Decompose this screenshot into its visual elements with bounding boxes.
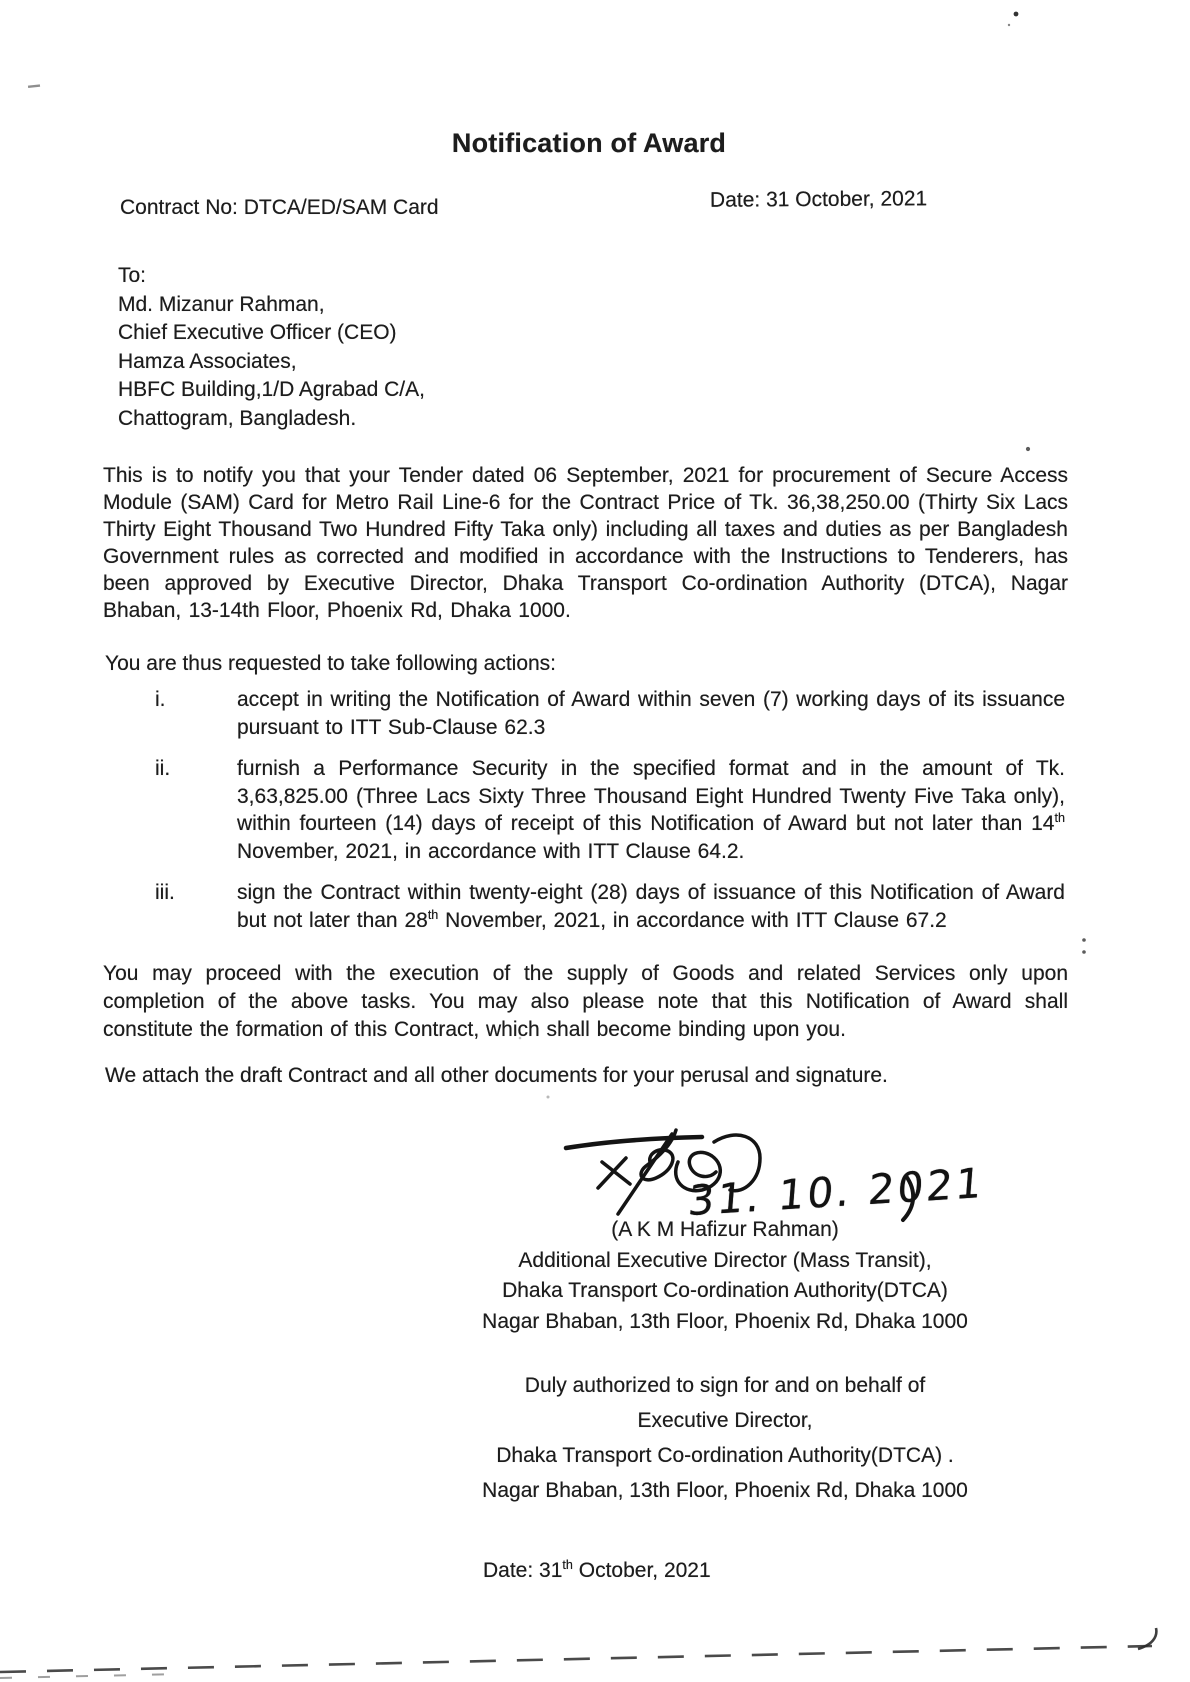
contract-number: Contract No: DTCA/ED/SAM Card	[120, 196, 439, 219]
scan-edge-line	[0, 1628, 1156, 1678]
recipient-line: Md. Mizanur Rahman,	[118, 292, 325, 316]
page-title: Notification of Award	[451, 128, 727, 158]
action-item-ii	[155, 755, 1065, 865]
proceed-paragraph: You may proceed with the execution of the supply of Goods and related Services only upon completion of the above tasks. You may also please note that this Notification of Award shall constitute the formation of this Contract, which shall become binding upon you.	[103, 962, 1068, 1041]
recipient-line: Chattogram, Bangladesh.	[118, 406, 357, 430]
recipient-salutation: To:	[118, 264, 147, 287]
recipient-line: Hamza Associates,	[118, 349, 297, 373]
recipient-line: HBFC Building,1/D Agrabad C/A,	[118, 378, 425, 401]
recipient-block	[118, 262, 425, 433]
signatory-title: Additional Executive Director (Mass Transit),	[518, 1248, 932, 1272]
authorization-line: Duly authorized to sign for and on behalf of	[524, 1374, 926, 1397]
letter-date: Date: 31 October, 2021	[709, 187, 928, 212]
signatory-address: Nagar Bhaban, 13th Floor, Phoenix Rd, Dhaka 1000	[482, 1309, 968, 1333]
authorization-line: Dhaka Transport Co-ordination Authority(DTCA) .	[496, 1444, 954, 1467]
action-item-text: sign the Contract within twenty-eight (28) days of issuance of this Notification of Award but not later than 28th November, 2021, in accordance with ITT Clause 67.2	[237, 881, 1065, 932]
signatory-organization: Dhaka Transport Co-ordination Authority(DTCA)	[502, 1279, 948, 1302]
notification-paragraph: This is to notify you that your Tender dated 06 September, 2021 for procurement of Secure Access Module (SAM) Card for Metro Rail Line-6 for the Contract Price of Tk. 36,38,250.00 (Thirty Six Lacs Thirty Eight Thousand Two Hundred Fifty Taka only) including all taxes and duties as per Bangladesh Government rules as corrected and modified in accordance with the Instructions to Tenderers, has been approved by Executive Director, Dhaka Transport Co-ordination Authority (DTCA), Nagar Bhaban, 13-14th Floor, Phoenix Rd, Dhaka 1000.	[103, 464, 1068, 622]
handwritten-date: 31. 10. 2021	[686, 1158, 987, 1226]
signatory-block	[430, 1215, 1020, 1337]
authorization-line: Executive Director,	[637, 1409, 813, 1432]
action-item-text: accept in writing the Notification of Award within seven (7) working days of its issuance pursuant to ITT Sub-Clause 62.3	[237, 688, 1065, 739]
action-item-i	[155, 686, 1065, 741]
action-list	[155, 686, 1065, 948]
action-item-marker: iii.	[155, 881, 175, 904]
attachment-paragraph: We attach the draft Contract and all other documents for your perusal and signature.	[105, 1064, 888, 1087]
signatory-name: (A K M Hafizur Rahman)	[611, 1218, 839, 1241]
action-item-marker: ii.	[155, 757, 171, 780]
authorization-line: Nagar Bhaban, 13th Floor, Phoenix Rd, Dhaka 1000	[482, 1479, 968, 1502]
actions-intro: You are thus requested to take following actions:	[105, 652, 557, 675]
action-item-marker: i.	[155, 688, 166, 711]
recipient-line: Chief Executive Officer (CEO)	[118, 321, 397, 344]
action-item-iii	[155, 879, 1065, 934]
action-item-text: furnish a Performance Security in the specified format and in the amount of Tk. 3,63,825.00 (Three Lacs Sixty Three Thousand Eight Hundred Twenty Five Taka only), within fourteen (14) days of receipt of this Notification of Award but not later than 14th November, 2021, in accordance with ITT Clause 64.2.	[237, 757, 1065, 863]
authorization-block	[430, 1368, 1020, 1508]
footer-date: Date: 31th October, 2021	[483, 1558, 711, 1582]
